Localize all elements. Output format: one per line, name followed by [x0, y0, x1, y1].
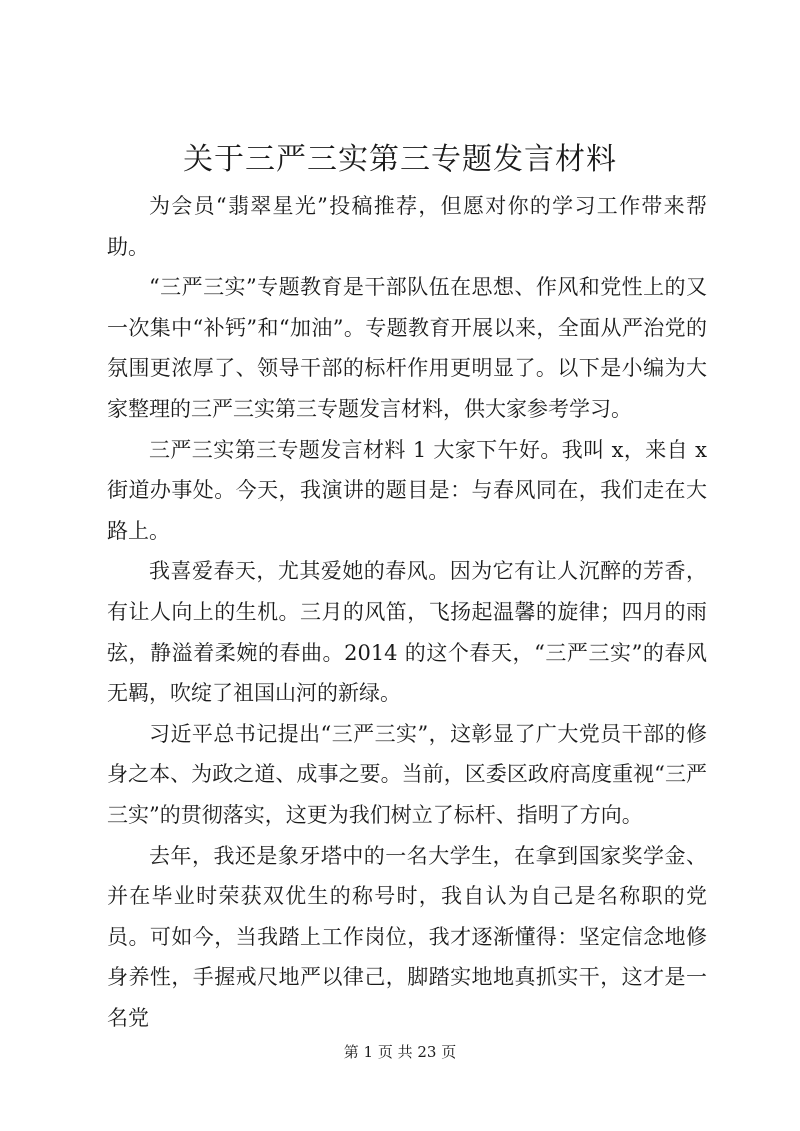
paragraph-speech-opening: 三严三实第三专题发言材料 1 大家下午好。我叫 x，来自 x 街道办事处。今天，我演讲的题目是：与春风同在，我们走在大路上。 — [107, 437, 707, 543]
paragraph-intro: 为会员“翡翠星光”投稿推荐，但愿对你的学习工作带来帮助。 — [107, 194, 707, 259]
paragraph-spring: 我喜爱春天，尤其爱她的春风。因为它有让人沉醉的芳香，有让人向上的生机。三月的风笛，飞扬起温馨的旋律；四月的雨弦，静溢着柔婉的春曲。2014 的这个春天，“三严三实”的春风无羁，吹绽了祖国山河的新绿。 — [107, 559, 707, 706]
page-number-footer: 第 1 页 共 23 页 — [343, 1043, 457, 1061]
document-title: 关于三严三实第三专题发言材料 — [183, 142, 617, 177]
paragraph-xi-jinping: 习近平总书记提出“三严三实”，这彰显了广大党员干部的修身之本、为政之道、成事之要。当前，区委区政府高度重视“三严三实”的贯彻落实，这更为我们树立了标杆、指明了方向。 — [107, 721, 707, 827]
paragraph-overview: “三严三实”专题教育是干部队伍在思想、作风和党性上的又一次集中“补钙”和“加油”。专题教育开展以来，全面从严治党的氛围更浓厚了、领导干部的标杆作用更明显了。以下是小编为大家整理的三严三实第三专题发言材料，供大家参考学习。 — [107, 275, 707, 421]
paragraph-last-year: 去年，我还是象牙塔中的一名大学生，在拿到国家奖学金、并在毕业时荣获双优生的称号时，我自认为自己是名称职的党员。可如今，当我踏上工作岗位，我才逐渐懂得：坚定信念地修身养性，手握戒尺地严以律己，脚踏实地地真抓实干，这才是一名党 — [107, 843, 707, 1030]
document-body — [107, 186, 707, 1038]
